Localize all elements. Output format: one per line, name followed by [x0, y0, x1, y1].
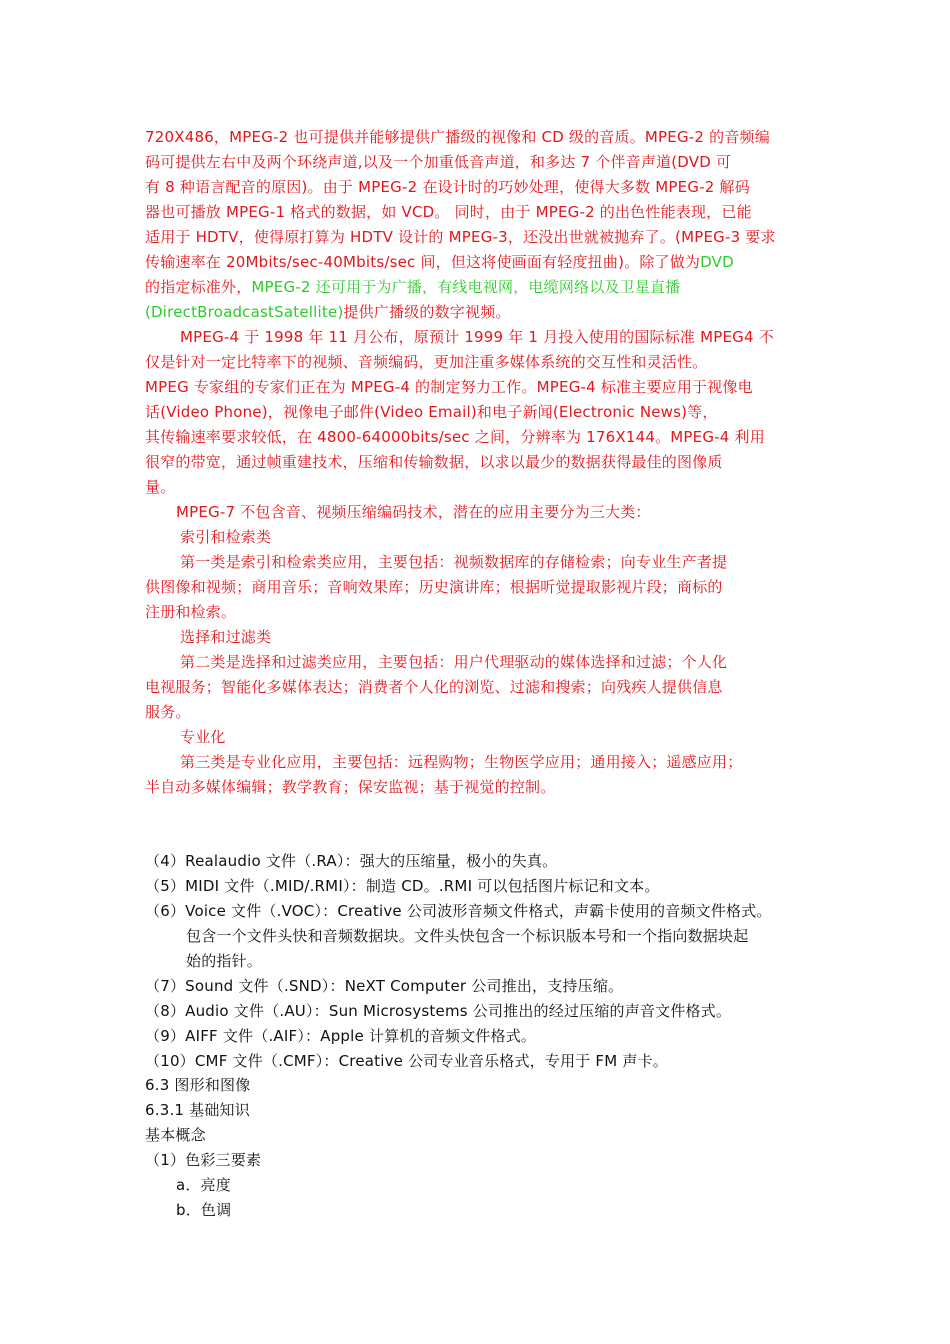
mpeg2-line-3: 有 8 种语言配音的原因)。由于 MPEG-2 在设计时的巧妙处理，使得大多数 MPEG-2 解码 [145, 178, 750, 196]
basic-concepts-heading: 基本概念 [145, 1126, 206, 1144]
section-heading-6-3-1: 6.3.1 基础知识 [145, 1101, 250, 1119]
mpeg2-line-8 [145, 300, 825, 325]
mpeg7-p3-line-2: 半自动多媒体编辑；教学教育；保安监视；基于视觉的控制。 [145, 778, 556, 796]
mpeg2-line-6 [145, 250, 825, 275]
mpeg7-p2-line-1: 第二类是选择和过滤类应用，主要包括：用户代理驱动的媒体选择和过滤；个人化 [180, 653, 728, 671]
mpeg4-line-1: MPEG-4 于 1998 年 11 月公布，原预计 1999 年 1 月投入使用的国际标准 MPEG4 不 [180, 328, 774, 346]
mpeg2-line-8-green: (DirectBroadcastSatellite) [145, 303, 344, 321]
mpeg4-line-7: 量。 [145, 478, 176, 496]
mpeg2-line-7-red: 的指定标准外， [145, 278, 252, 296]
mpeg4-line-5: 其传输速率要求较低，在 4800-64000bits/sec 之间，分辨率为 176X144。MPEG-4 利用 [145, 428, 765, 446]
format-item-aiff: （9）AIFF 文件（.AIF）：Apple 计算机的音频文件格式。 [145, 1027, 537, 1045]
mpeg7-p1-line-3: 注册和检索。 [145, 603, 237, 621]
mpeg7-heading-filter: 选择和过滤类 [180, 628, 272, 646]
mpeg2-line-4: 器也可播放 MPEG-1 格式的数据，如 VCD。 同时，由于 MPEG-2 的出色性能表现，已能 [145, 203, 752, 221]
mpeg7-heading-index: 索引和检索类 [180, 528, 272, 546]
mpeg2-line-7 [145, 275, 825, 300]
mpeg4-line-6: 很窄的带宽，通过帧重建技术，压缩和传输数据，以求以最少的数据获得最佳的图像质 [145, 453, 723, 471]
mpeg7-intro: MPEG-7 不包含音、视频压缩编码技术，潜在的应用主要分为三大类： [176, 503, 651, 521]
mpeg2-line-7-green: MPEG-2 还可用于为广播，有线电视网，电缆网络以及卫星直播 [251, 278, 681, 296]
mpeg7-p1-line-1: 第一类是索引和检索类应用，主要包括：视频数据库的存储检索；向专业生产者提 [180, 553, 728, 571]
mpeg4-line-3: MPEG 专家组的专家们正在为 MPEG-4 的制定努力工作。MPEG-4 标准主要应用于视像电 [145, 378, 753, 396]
mpeg7-heading-special: 专业化 [180, 728, 226, 746]
mpeg7-p1-line-2: 供图像和视频；商用音乐；音响效果库；历史演讲库；根据听觉提取影视片段；商标的 [145, 578, 723, 596]
section-heading-6-3: 6.3 图形和图像 [145, 1076, 251, 1094]
format-item-cmf: （10）CMF 文件（.CMF）：Creative 公司专业音乐格式，专用于 FM 声卡。 [145, 1052, 668, 1070]
format-item-voice-cont-2: 始的指针。 [186, 952, 263, 970]
brightness-item: a．亮度 [176, 1176, 231, 1194]
format-item-realaudio: （4）Realaudio 文件（.RA）：强大的压缩量，极小的失真。 [145, 852, 558, 870]
format-item-midi: （5）MIDI 文件（.MID/.RMI）：制造 CD。.RMI 可以包括图片标记和文本。 [145, 877, 660, 895]
mpeg2-line-2: 码可提供左右中及两个环绕声道,以及一个加重低音声道，和多达 7 个伴音声道(DVD 可 [145, 153, 732, 171]
mpeg2-line-8-red: 提供广播级的数字视频。 [343, 303, 511, 321]
format-item-voice: （6）Voice 文件（.VOC）：Creative 公司波形音频文件格式，声霸卡使用的音频文件格式。 [145, 902, 772, 920]
mpeg7-p2-line-3: 服务。 [145, 703, 191, 721]
mpeg7-p2-line-2: 电视服务；智能化多媒体表达；消费者个人化的浏览、过滤和搜索；向残疾人提供信息 [145, 678, 723, 696]
mpeg2-line-5: 适用于 HDTV，使得原打算为 HDTV 设计的 MPEG-3，还没出世就被抛弃了。(MPEG-3 要求 [145, 228, 776, 246]
hue-item: b．色调 [176, 1201, 232, 1219]
mpeg7-p3-line-1: 第三类是专业化应用，主要包括：远程购物；生物医学应用；通用接入；遥感应用； [180, 753, 743, 771]
format-item-voice-cont-1: 包含一个文件头快和音频数据块。文件头快包含一个标识版本号和一个指向数据块起 [186, 927, 749, 945]
mpeg4-line-4: 话(Video Phone)，视像电子邮件(Video Email)和电子新闻(Electronic News)等， [145, 403, 718, 421]
mpeg2-line-6-red: 传输速率在 20Mbits/sec-40Mbits/sec 间，但这将使画面有轻度扭曲)。除了做为 [145, 253, 701, 271]
mpeg2-line-1: 720X486，MPEG-2 也可提供并能够提供广播级的视像和 CD 级的音质。MPEG-2 的音频编 [145, 128, 770, 146]
mpeg2-line-6-green: DVD [700, 253, 734, 271]
color-elements-item: （1）色彩三要素 [145, 1151, 262, 1169]
format-item-audio: （8）Audio 文件（.AU）：Sun Microsystems 公司推出的经过压缩的声音文件格式。 [145, 1002, 732, 1020]
format-item-sound: （7）Sound 文件（.SND）：NeXT Computer 公司推出，支持压缩。 [145, 977, 624, 995]
mpeg4-line-2: 仅是针对一定比特率下的视频、音频编码，更加注重多媒体系统的交互性和灵活性。 [145, 353, 708, 371]
